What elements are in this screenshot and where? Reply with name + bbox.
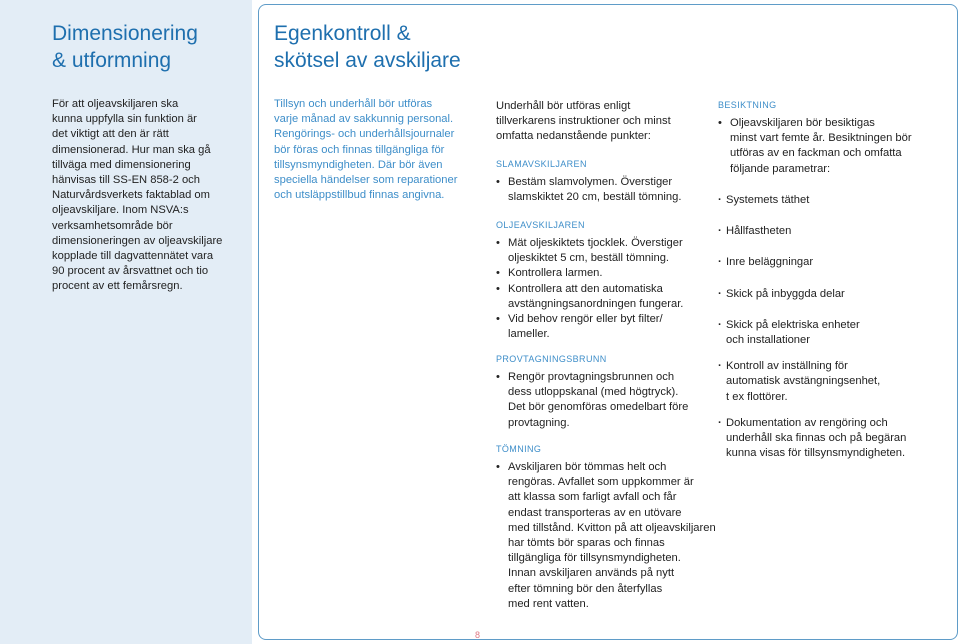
text-line: • Kontrollera att den automatiska (508, 282, 663, 295)
list-item (496, 282, 683, 312)
text-line: efter tömning bör den återfyllas (508, 582, 663, 595)
page-number: 8 (475, 630, 481, 640)
list-item (718, 318, 906, 348)
text-line: • Oljeavskiljaren bör besiktigas (730, 117, 875, 129)
text-line: tillgängliga för tillsynsmyndigheten. (508, 552, 681, 565)
section-title-besiktning: BESIKTNING (718, 100, 777, 110)
text-line: omfatta nedanstående punkter: (496, 130, 651, 143)
text-line: bör föras och finnas tillgängliga för (274, 143, 445, 156)
text-line: verksamhetsområde bör (52, 219, 173, 232)
list-item (496, 312, 683, 342)
text-line: • Bestäm slamvolymen. Överstiger (508, 176, 673, 188)
text-line: och installationer (726, 334, 810, 347)
text-line: tillsynsmyndigheten. Där bör även (274, 158, 443, 171)
list-item (718, 116, 912, 177)
text-line: provtagning. (508, 416, 570, 429)
text-line: Naturvårdsverkets faktablad om (52, 189, 210, 202)
text-line: tillväga med dimensionering (52, 158, 191, 171)
text-line: Tillsyn och underhåll bör utföras (274, 98, 433, 110)
list-item (718, 287, 906, 302)
text-line: och utsläppstillbud finnas angivna. (274, 189, 445, 202)
list-item (496, 460, 716, 612)
slam-list (496, 175, 681, 205)
list-item (718, 359, 906, 405)
text-line: · Hållfastheten (726, 225, 792, 238)
text-line: Underhåll bör utföras enligt (496, 100, 631, 112)
text-line: Rengörings- och underhållsjournaler (274, 128, 455, 141)
right-heading: Egenkontroll & skötsel av avskiljare (274, 22, 461, 72)
inspection-intro (718, 116, 912, 177)
text-line: · Kontroll av inställning för (726, 360, 848, 373)
text-line: underhåll ska finnas och på begäran (726, 432, 907, 445)
text-line: procent av ett femårsregn. (52, 280, 183, 293)
text-line: • Kontrollera larmen. (508, 267, 603, 280)
text-line: För att oljeavskiljaren ska (52, 98, 179, 110)
text-line: följande parametrar: (730, 162, 831, 175)
text-line: automatisk avstängningsenhet, (726, 375, 881, 388)
list-item (718, 193, 906, 208)
list-item (496, 370, 688, 431)
text-line: endast transporteras av en utövare (508, 506, 682, 519)
list-item (718, 416, 906, 462)
text-line: • Mät oljeskiktets tjocklek. Överstiger (508, 237, 683, 249)
text-line: det viktigt att den är rätt (52, 128, 169, 141)
text-line: minst vart femte år. Besiktningen bör (730, 132, 912, 145)
text-line: speciella händelser som reparationer (274, 174, 458, 187)
text-line: dimensioneringen av oljeavskiljare (52, 234, 223, 247)
olje-list (496, 236, 683, 342)
inspection-parameters (718, 193, 906, 461)
left-heading: Dimensionering & utformning (52, 22, 198, 72)
maintenance-intro (496, 99, 671, 145)
text-line: · Systemets täthet (726, 194, 810, 206)
text-line: oljeavskiljare. Inom NSVA:s (52, 204, 189, 217)
prov-list (496, 370, 688, 431)
text-line: t ex flottörer. (726, 390, 788, 403)
tom-list (496, 460, 716, 612)
text-line: • Vid behov rengör eller byt filter/ (508, 313, 663, 326)
list-item (718, 255, 906, 270)
text-line: Innan avskiljaren används på nytt (508, 567, 675, 580)
text-line: med rent vatten. (508, 597, 589, 610)
text-line: kopplade till dagvattennätet vara (52, 250, 214, 263)
list-item (496, 236, 683, 266)
left-body-text (52, 97, 222, 295)
text-line: • Avskiljaren bör tömmas helt och (508, 461, 667, 473)
text-line: tillverkarens instruktioner och minst (496, 115, 671, 128)
section-title-tomning: TÖMNING (496, 444, 542, 454)
text-line: • Rengör provtagningsbrunnen och (508, 371, 675, 383)
text-line: hänvisas till SS-EN 858-2 och (52, 174, 200, 187)
intro-paragraph (274, 97, 457, 203)
text-line: att klassa som farligt avfall och får (508, 491, 677, 504)
text-line: har tömts bör sparas och finnas (508, 537, 665, 550)
text-line: · Inre beläggningar (726, 256, 814, 269)
text-line: oljeskiktet 5 cm, beställ tömning. (508, 252, 670, 265)
section-title-oljeavskiljaren: OLJEAVSKILJAREN (496, 220, 585, 230)
text-line: utföras av en fackman och omfatta (730, 147, 902, 160)
text-line: · Skick på elektriska enheter (726, 318, 860, 331)
text-line: kunna visas för tillsynsmyndigheten. (726, 447, 906, 460)
text-line: Det bör genomföras omedelbart före (508, 401, 689, 414)
text-line: dimensionerad. Hur man ska gå (52, 143, 211, 156)
text-line: varje månad av sakkunnig personal. (274, 113, 454, 126)
text-line: rengöras. Avfallet som uppkommer är (508, 476, 694, 489)
text-line: med tillstånd. Kvitton på att oljeavskiljaren (508, 521, 716, 534)
text-line: · Skick på inbyggda delar (726, 287, 845, 300)
text-line: lameller. (508, 328, 550, 341)
text-line: kunna uppfylla sin funktion är (52, 113, 197, 126)
section-title-provtagningsbrunn: PROVTAGNINGSBRUNN (496, 354, 607, 364)
text-line: dess utloppskanal (med högtryck). (508, 386, 679, 399)
list-item (718, 224, 906, 239)
text-line: 90 procent av årsvattnet och tio (52, 265, 209, 278)
text-line: avstängningsanordningen fungerar. (508, 297, 684, 310)
section-title-slamavskiljaren: SLAMAVSKILJAREN (496, 159, 587, 169)
text-line: slamskiktet 20 cm, beställ tömning. (508, 191, 682, 204)
list-item (496, 266, 683, 281)
text-line: · Dokumentation av rengöring och (726, 416, 888, 429)
list-item (496, 175, 681, 205)
